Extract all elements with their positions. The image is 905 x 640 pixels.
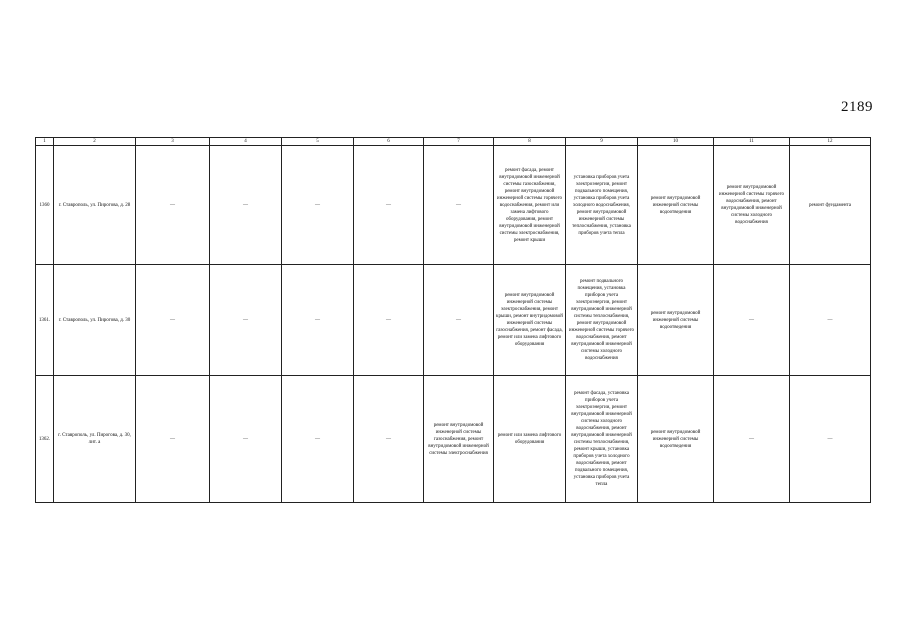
address-cell: г. Ставрополь, ул. Пирогова, д. 30, лит. а [54,376,136,503]
cell-col7: ремонт внутридомовой инженерной системы газоснабжения, ремонт внутридомовой инженерной системы электроснабжения [424,376,494,503]
header-cell: 12 [790,138,871,146]
cell-col8: ремонт или замена лифтового оборудования [494,376,566,503]
cell-col12: — [790,265,871,376]
header-row [36,138,871,146]
row-number: 1362. [36,376,54,503]
cell-col5: — [282,146,354,265]
page-number: 2189 [841,99,873,115]
cell-col4: — [210,376,282,503]
address-cell: г. Ставрополь, ул. Пирогова, д. 28 [54,146,136,265]
cell-col8: ремонт фасада, ремонт внутридомовой инженерной системы газоснабжения, ремонт внутридомовой инженерной системы горячего водоснабжения, ремонт или замена лифтового оборудования, ремонт внутридомовой инженерной системы электроснабжения, ремонт крыши [494,146,566,265]
cell-col6: — [354,376,424,503]
header-cell: 4 [210,138,282,146]
cell-col8: ремонт внутридомовой инженерной системы электроснабжения, ремонт крыши, ремонт внутридомовой инженерной системы газоснабжения, ремонт фасада, ремонт или замена лифтового оборудования [494,265,566,376]
cell-col3: — [136,146,210,265]
row-number: 1361. [36,265,54,376]
repair-schedule-table [35,137,871,503]
header-cell: 2 [54,138,136,146]
header-cell: 10 [638,138,714,146]
header-cell: 7 [424,138,494,146]
header-cell: 5 [282,138,354,146]
cell-col12: — [790,376,871,503]
table-row [36,265,871,376]
table-row [36,146,871,265]
cell-col6: — [354,265,424,376]
address-cell: г. Ставрополь, ул. Пирогова, д. 30 [54,265,136,376]
cell-col12: ремонт фундамента [790,146,871,265]
cell-col7: — [424,265,494,376]
cell-col5: — [282,376,354,503]
cell-col9: установка приборов учета электроэнергии, ремонт подвального помещения, установка приборов учета холодного водоснабжения, ремонт внутридомовой инженерной системы теплоснабжения, установка приборов учета тепла [566,146,638,265]
cell-col11: — [714,265,790,376]
cell-col9: ремонт подвального помещения, установка приборов учета электроэнергии, ремонт внутридомовой инженерной системы теплоснабжения, ремонт внутридомовой инженерной системы горячего водоснабжения, ремонт внутридомовой инженерной системы холодного водоснабжения [566,265,638,376]
cell-col11: — [714,376,790,503]
header-cell: 9 [566,138,638,146]
cell-col4: — [210,146,282,265]
cell-col11: ремонт внутридомовой инженерной системы горячего водоснабжения, ремонт внутридомовой инженерной системы холодного водоснабжения [714,146,790,265]
cell-col10: ремонт внутридомовой инженерной системы водоотведения [638,146,714,265]
header-cell: 8 [494,138,566,146]
cell-col10: ремонт внутридомовой инженерной системы водоотведения [638,265,714,376]
header-cell: 1 [36,138,54,146]
cell-col5: — [282,265,354,376]
cell-col9: ремонт фасада, установка приборов учета электроэнергии, ремонт внутридомовой инженерной системы холодного водоснабжения, ремонт внутридомовой инженерной системы теплоснабжения, ремонт крыши, установка приборов учета холодного водоснабжения, ремонт подвального помещения, установка приборов учета тепла [566,376,638,503]
cell-col3: — [136,376,210,503]
cell-col7: — [424,146,494,265]
cell-col10: ремонт внутридомовой инженерной системы водоотведения [638,376,714,503]
cell-col4: — [210,265,282,376]
header-cell: 6 [354,138,424,146]
row-number: 1360 [36,146,54,265]
cell-col3: — [136,265,210,376]
cell-col6: — [354,146,424,265]
header-cell: 3 [136,138,210,146]
table-row [36,376,871,503]
header-cell: 11 [714,138,790,146]
